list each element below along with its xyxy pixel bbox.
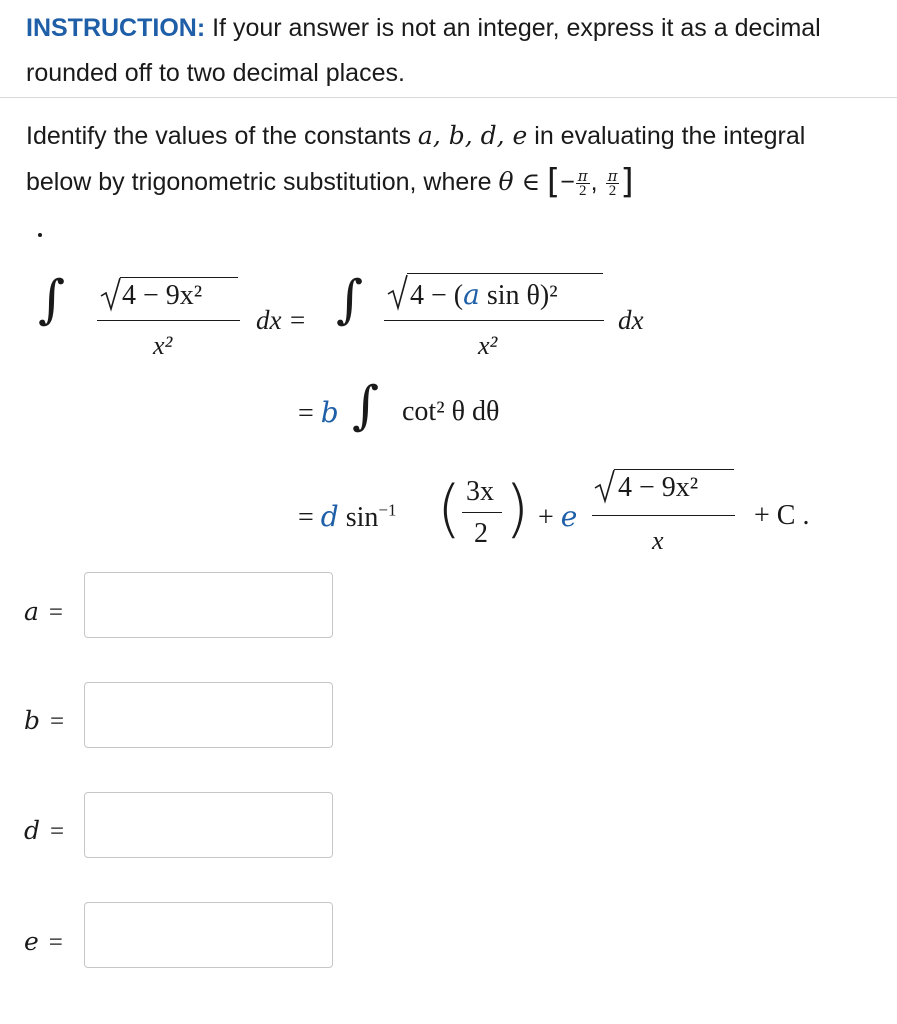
cot-squared: cot² θ dθ xyxy=(402,396,500,427)
sqrt-sign-2 xyxy=(387,273,409,311)
label-d: d = xyxy=(24,816,65,845)
line2-equals: = b xyxy=(298,396,339,429)
question-text xyxy=(26,113,876,205)
answer-input-b[interactable] xyxy=(84,682,333,748)
interval-upper-fraction: $\frac{\pi}{2}$ xyxy=(607,166,618,199)
period-dot xyxy=(38,233,42,237)
interval-minus: − xyxy=(560,168,575,196)
arg-numerator: 3x xyxy=(466,476,494,507)
answer-input-e[interactable] xyxy=(84,902,333,968)
fraction-bar-2 xyxy=(384,320,604,321)
interval-lower-fraction: $\frac{\pi}{2}$ xyxy=(577,166,588,199)
instruction-text xyxy=(26,6,866,96)
sqrt-overline-2 xyxy=(407,273,603,274)
line3-plus: + e xyxy=(538,500,578,533)
label-a: a = xyxy=(24,597,64,626)
fraction-bar-3 xyxy=(592,515,735,516)
integral-sign-3: ∫ xyxy=(352,376,380,436)
fraction-bar-1 xyxy=(97,320,240,321)
sqrt-overline-1 xyxy=(120,277,238,278)
open-paren: ( xyxy=(437,472,462,545)
answer-input-d[interactable] xyxy=(84,792,333,858)
arg-denominator: 2 xyxy=(474,518,488,549)
const-d: d xyxy=(320,500,339,533)
radicand-3: 4 − 9x² xyxy=(618,472,699,503)
denominator-1: x² xyxy=(153,331,173,360)
sqrt-overline-3 xyxy=(614,469,734,470)
line3-equals: = d $\sin^{-1}$ xyxy=(298,500,397,533)
theta-in: θ ∈ xyxy=(498,167,540,196)
question-part-1: Identify the values of the constants xyxy=(26,122,418,150)
interval-close-bracket: ] xyxy=(620,162,634,202)
interval-comma: , xyxy=(590,168,598,196)
const-a: a xyxy=(463,278,480,311)
integral-sign-2: ∫ xyxy=(336,270,364,330)
const-e: e xyxy=(560,500,578,533)
question-part-2: in evaluating the integral below by trigonometric substitution, where xyxy=(26,122,806,196)
arg-fraction-bar xyxy=(462,512,502,513)
sqrt-sign-1 xyxy=(100,276,122,312)
label-e: e = xyxy=(24,927,63,956)
dx-equals: dx = xyxy=(256,305,307,335)
interval-open-bracket: [ xyxy=(546,162,561,202)
sqrt-sign-3 xyxy=(594,468,616,504)
radicand-1: 4 − 9x² xyxy=(122,280,203,311)
const-b: b xyxy=(320,396,339,429)
radicand-2: 4 − (a sin θ)² xyxy=(410,278,558,311)
plus-c: + C . xyxy=(754,500,810,531)
dx: dx xyxy=(618,305,644,335)
instruction-body: If your answer is not an integer, express it as a decimal rounded off to two decimal places. xyxy=(26,14,821,87)
denominator-3: x xyxy=(652,526,664,555)
divider xyxy=(0,97,897,98)
denominator-2: x² xyxy=(478,331,498,360)
answer-input-a[interactable] xyxy=(84,572,333,638)
integral-sign-1: ∫ xyxy=(38,270,66,330)
close-paren: ) xyxy=(505,472,530,545)
label-b: b = xyxy=(24,706,65,735)
question-vars: a, b, d, e xyxy=(417,121,528,150)
instruction-lead: INSTRUCTION: xyxy=(26,14,206,42)
